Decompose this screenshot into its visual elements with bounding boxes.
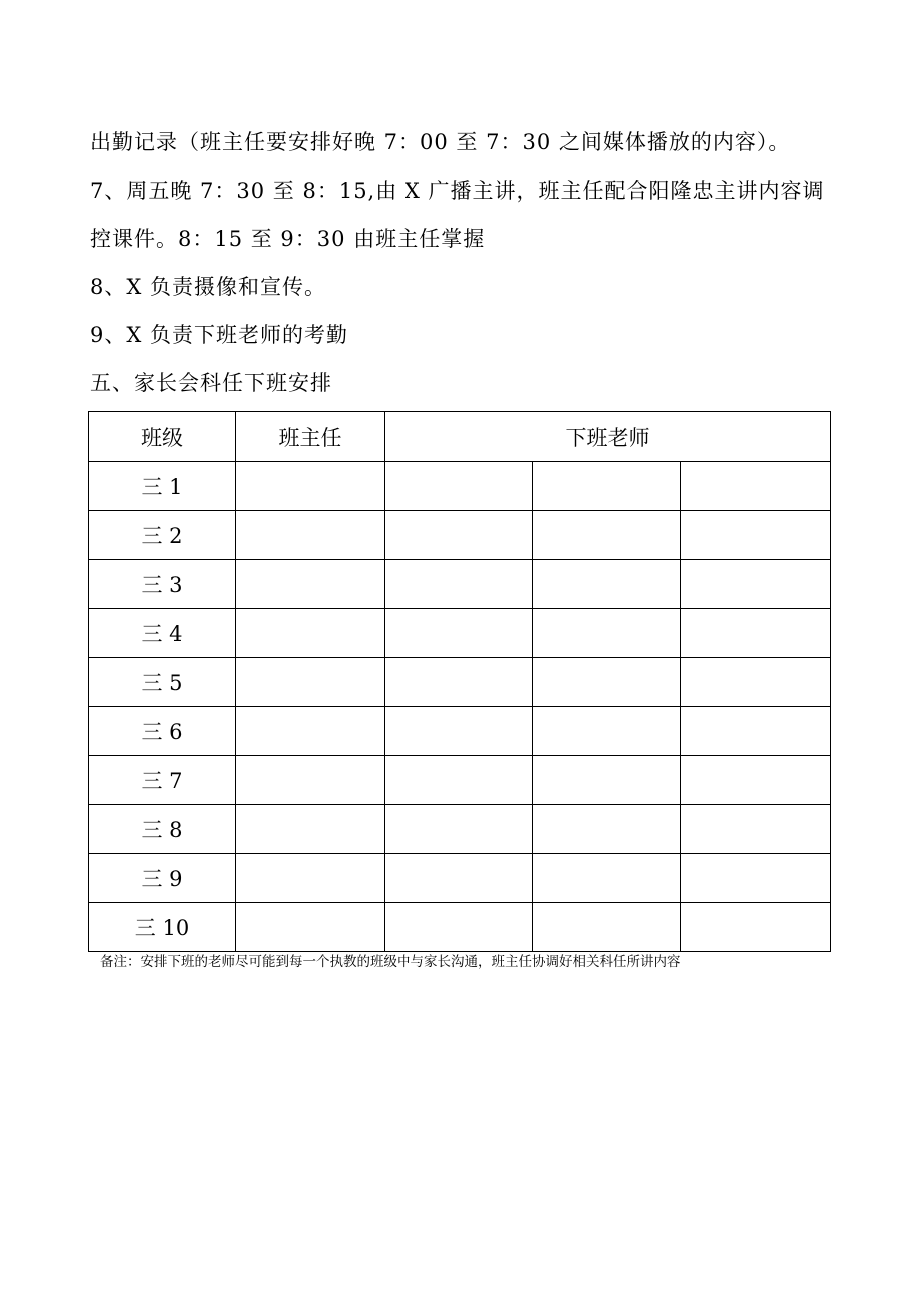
table-row bbox=[89, 805, 831, 854]
table-row bbox=[89, 756, 831, 805]
head-teacher-cell bbox=[236, 511, 385, 560]
teacher-cell bbox=[681, 658, 831, 707]
paragraph-line-1: 出勤记录（班主任要安排好晚 7：00 至 7：30 之间媒体播放的内容）。 bbox=[90, 130, 791, 154]
head-teacher-cell bbox=[236, 658, 385, 707]
head-teacher-cell bbox=[236, 903, 385, 952]
teacher-cell bbox=[533, 560, 681, 609]
head-teacher-cell bbox=[236, 756, 385, 805]
table-footnote: 备注：安排下班的老师尽可能到每一个执教的班级中与家长沟通，班主任协调好相关科任所讲内容 bbox=[100, 954, 681, 970]
table-row bbox=[89, 707, 831, 756]
teacher-cell bbox=[681, 805, 831, 854]
class-cell: 三 10 bbox=[89, 903, 236, 952]
teacher-cell bbox=[385, 903, 533, 952]
teacher-cell bbox=[681, 903, 831, 952]
table-row bbox=[89, 658, 831, 707]
class-cell: 三 4 bbox=[89, 609, 236, 658]
class-cell: 三 3 bbox=[89, 560, 236, 609]
table-row bbox=[89, 609, 831, 658]
teacher-cell bbox=[681, 756, 831, 805]
teacher-cell bbox=[385, 658, 533, 707]
teacher-cell bbox=[533, 511, 681, 560]
table-row bbox=[89, 462, 831, 511]
class-cell: 三 8 bbox=[89, 805, 236, 854]
teacher-cell bbox=[385, 560, 533, 609]
teacher-cell bbox=[385, 756, 533, 805]
teacher-cell bbox=[385, 707, 533, 756]
section-heading: 五、家长会科任下班安排 bbox=[90, 371, 332, 395]
teacher-schedule-table bbox=[88, 411, 831, 952]
teacher-cell bbox=[533, 756, 681, 805]
teacher-cell bbox=[681, 462, 831, 511]
head-teacher-cell bbox=[236, 462, 385, 511]
table-row bbox=[89, 511, 831, 560]
teacher-cell bbox=[385, 511, 533, 560]
teacher-cell bbox=[385, 854, 533, 903]
table-header-row bbox=[89, 412, 831, 462]
teacher-cell bbox=[681, 560, 831, 609]
class-cell: 三 9 bbox=[89, 854, 236, 903]
paragraph-line-4: 8、X 负责摄像和宣传。 bbox=[90, 275, 326, 299]
head-teacher-cell bbox=[236, 609, 385, 658]
header-head-teacher: 班主任 bbox=[236, 412, 385, 462]
teacher-cell bbox=[533, 609, 681, 658]
teacher-cell bbox=[385, 805, 533, 854]
teacher-cell bbox=[533, 854, 681, 903]
class-cell: 三 1 bbox=[89, 462, 236, 511]
head-teacher-cell bbox=[236, 560, 385, 609]
paragraph-line-5: 9、X 负责下班老师的考勤 bbox=[90, 323, 348, 347]
teacher-cell bbox=[681, 707, 831, 756]
teacher-cell bbox=[533, 903, 681, 952]
teacher-cell bbox=[533, 805, 681, 854]
table-row bbox=[89, 903, 831, 952]
table-row bbox=[89, 854, 831, 903]
teacher-cell bbox=[533, 707, 681, 756]
header-class: 班级 bbox=[89, 412, 236, 462]
class-cell: 三 2 bbox=[89, 511, 236, 560]
teacher-cell bbox=[533, 462, 681, 511]
teacher-cell bbox=[385, 462, 533, 511]
paragraph-line-2: 7、周五晚 7：30 至 8：15,由 X 广播主讲，班主任配合阳隆忠主讲内容调 bbox=[90, 179, 825, 203]
table-row bbox=[89, 560, 831, 609]
teacher-cell bbox=[681, 609, 831, 658]
header-visiting-teachers: 下班老师 bbox=[385, 412, 831, 462]
teacher-cell bbox=[385, 609, 533, 658]
teacher-cell bbox=[533, 658, 681, 707]
class-cell: 三 5 bbox=[89, 658, 236, 707]
teacher-cell bbox=[681, 854, 831, 903]
class-cell: 三 7 bbox=[89, 756, 236, 805]
head-teacher-cell bbox=[236, 854, 385, 903]
class-cell: 三 6 bbox=[89, 707, 236, 756]
paragraph-line-3: 控课件。8：15 至 9：30 由班主任掌握 bbox=[90, 227, 486, 251]
head-teacher-cell bbox=[236, 707, 385, 756]
teacher-cell bbox=[681, 511, 831, 560]
head-teacher-cell bbox=[236, 805, 385, 854]
